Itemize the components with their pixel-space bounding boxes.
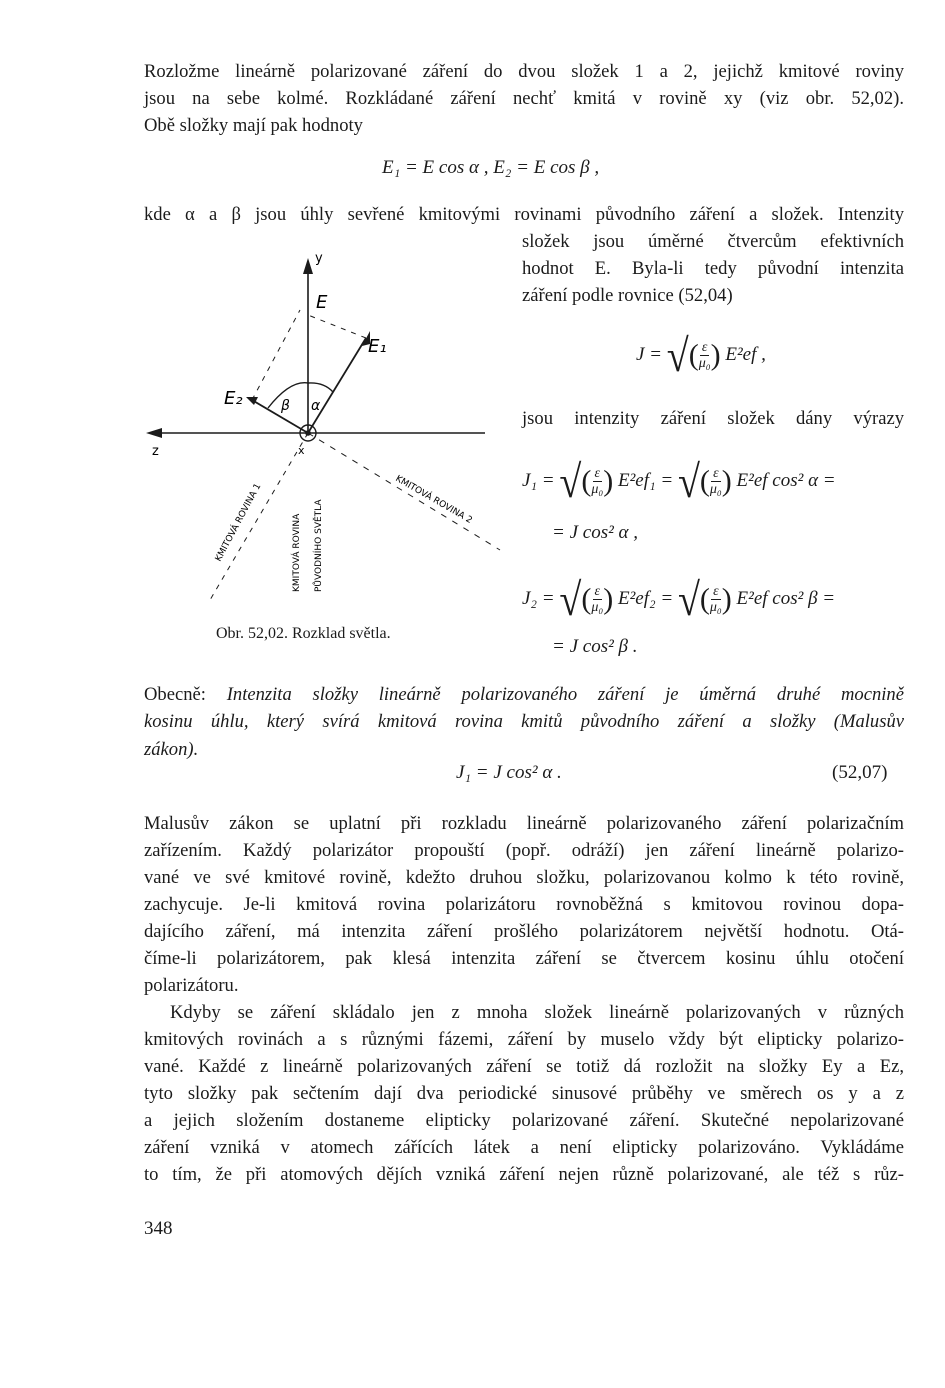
text-line: kmitových rovinách a s různými fázemi, záření by muselo vždy být elipticky polarizo- [144, 1029, 904, 1050]
equation-components: E₁ = E cos α , E₂ = E cos β , [382, 157, 600, 178]
text-line: vané ve své kmitové rovině, kdežto druhou složku, polarizovanou kolmo k této rovině, [144, 867, 904, 888]
equation-J1: J₁ = √( $\frac{\varepsilon}{\text{μ₀}}$ ) E²ef₁ = √( $\frac{\varepsilon}{\text{μ₀}}$ ) E²ef cos² α = [522, 455, 836, 508]
origin-dot [306, 431, 310, 435]
label-beta: β [281, 398, 290, 414]
eq-mid: E²ef₂ = [617, 587, 674, 609]
eq-tail: E²ef , [725, 343, 766, 365]
label-alpha: α [311, 398, 321, 414]
text-line: dajícího záření, má intenzita záření prošlého polarizátorem největší hodnotu. Otá- [144, 921, 904, 942]
eq-mid: E²ef₁ = [617, 469, 674, 491]
label-E: E [316, 292, 328, 313]
e1-vector [308, 338, 366, 433]
label-E1: E₁ [368, 336, 387, 357]
equation-J2: J₂ = √( $\frac{\varepsilon}{\text{μ₀}}$ ) E²ef₂ = √( $\frac{\varepsilon}{\text{μ₀}}$ ) E²ef cos² β = [522, 573, 836, 626]
text-line: jsou na sebe kolmé. Rozkládané záření nechť kmitá v rovině xy (viz obr. 52,02). [144, 88, 904, 109]
text-line: hodnot E. Byla-li tedy původní intenzita [522, 258, 904, 279]
label-z: z [152, 444, 159, 459]
equation-malus: J₁ = J cos² α . [456, 762, 562, 783]
e2-vector [252, 400, 308, 433]
label-y: y [315, 251, 323, 266]
general-prefix: Obecně: [144, 684, 227, 705]
label-plane-1: KMITOVÁ ROVINA 1 [213, 482, 264, 564]
fraction [699, 340, 711, 371]
dashed-plane-2 [308, 433, 500, 550]
eq-lhs: J₁ = [522, 469, 555, 491]
figure-caption: Obr. 52,02. Rozklad světla. [216, 625, 391, 642]
text-line: číme-li polarizátorem, pak klesá intenzita záření se čtvercem kosinu úhlu otočení [144, 948, 904, 969]
text-line: a jejich složením dostaneme elipticky polarizované záření. Skutečné nepolarizované [144, 1110, 904, 1131]
text-line: záření podle rovnice (52,04) [522, 285, 733, 306]
text-line: tyto složky pak sečtením dají dva periodické sinusové průběhy ve směrech os y a z [144, 1083, 904, 1104]
label-plane-orig-2: PŮVODNÍHO SVĚTLA [314, 499, 324, 592]
text-line: Kdyby se záření skládalo jen z mnoha složek lineárně polarizovaných v různých [170, 1002, 904, 1023]
text-line: jsou intenzity záření složek dány výrazy [522, 408, 904, 429]
text-line: Obě složky mají pak hodnoty [144, 115, 363, 136]
equation-J2-line2: = J cos² β . [552, 636, 638, 657]
text-line: vané. Každé z lineárně polarizovaných záření se totiž dá rozložit na složky Ey a Ez, [144, 1056, 904, 1077]
e2-arrowhead [246, 397, 258, 405]
text-line: zachycuje. Je-li kmitová rovina polarizátoru rovnoběžná s kmitovou rovinou dopa- [144, 894, 904, 915]
alpha-arc [308, 383, 333, 392]
eq-lhs: J = [636, 343, 663, 365]
label-E2: E₂ [224, 388, 243, 409]
text-line: Malusův zákon se uplatní při rozkladu lineárně polarizovaného záření polarizačním [144, 813, 904, 834]
figure-light-decomposition [140, 240, 520, 620]
equation-number: (52,07) [832, 762, 888, 783]
text-line: záření vzniká v atomech zářících látek a není elipticky polarizováno. Vykládáme [144, 1137, 904, 1158]
sqrt-sign: √ [666, 329, 689, 382]
text-line: polarizátoru. [144, 975, 239, 996]
text-line: Rozložme lineárně polarizované záření do dvou složek 1 a 2, jejichž kmitové roviny [144, 61, 904, 82]
equation-J1-line2: = J cos² α , [552, 522, 639, 543]
general-italic: Intenzita složky lineárně polarizovaného záření je úměrná druhé mocnině [226, 684, 904, 705]
label-x: x [298, 444, 305, 457]
text-line: to tím, že při atomových dějích vzniká záření nejen různě polarizované, ale též s růz- [144, 1164, 904, 1185]
eq-tail: E²ef cos² α = [736, 469, 836, 491]
text-line: zařízením. Každý polarizátor propouští (popř. odráží) jen záření lineárně polarizo- [144, 840, 904, 861]
z-axis-arrow [146, 428, 162, 438]
label-plane-orig: KMITOVÁ ROVINA [292, 513, 302, 592]
text-line: složek jsou úměrné čtvercům efektivních [522, 231, 904, 252]
dashed-plane-1 [252, 310, 300, 400]
text-line: zákon). [144, 739, 199, 760]
dashed-projection [308, 315, 366, 338]
frac-den: μ₀ [698, 356, 711, 371]
text-line [144, 683, 904, 707]
text-line: kosinu úhlu, který svírá kmitová rovina kmitů původního záření a složky (Malusův [144, 711, 904, 732]
frac-num: ε [701, 340, 708, 355]
text-line: kde α a β jsou úhly sevřené kmitovými rovinami původního záření a složek. Intenzity [144, 204, 904, 225]
y-axis-arrow [303, 258, 313, 274]
page-number: 348 [144, 1218, 173, 1239]
label-plane-2: KMITOVÁ ROVINA 2 [393, 473, 474, 527]
equation-intensity: J = √( $\frac{\varepsilon}{\text{μ₀}}$ ) E²ef , [636, 329, 766, 382]
eq-tail: E²ef cos² β = [736, 587, 836, 609]
eq-lhs: J₂ = [522, 587, 555, 609]
